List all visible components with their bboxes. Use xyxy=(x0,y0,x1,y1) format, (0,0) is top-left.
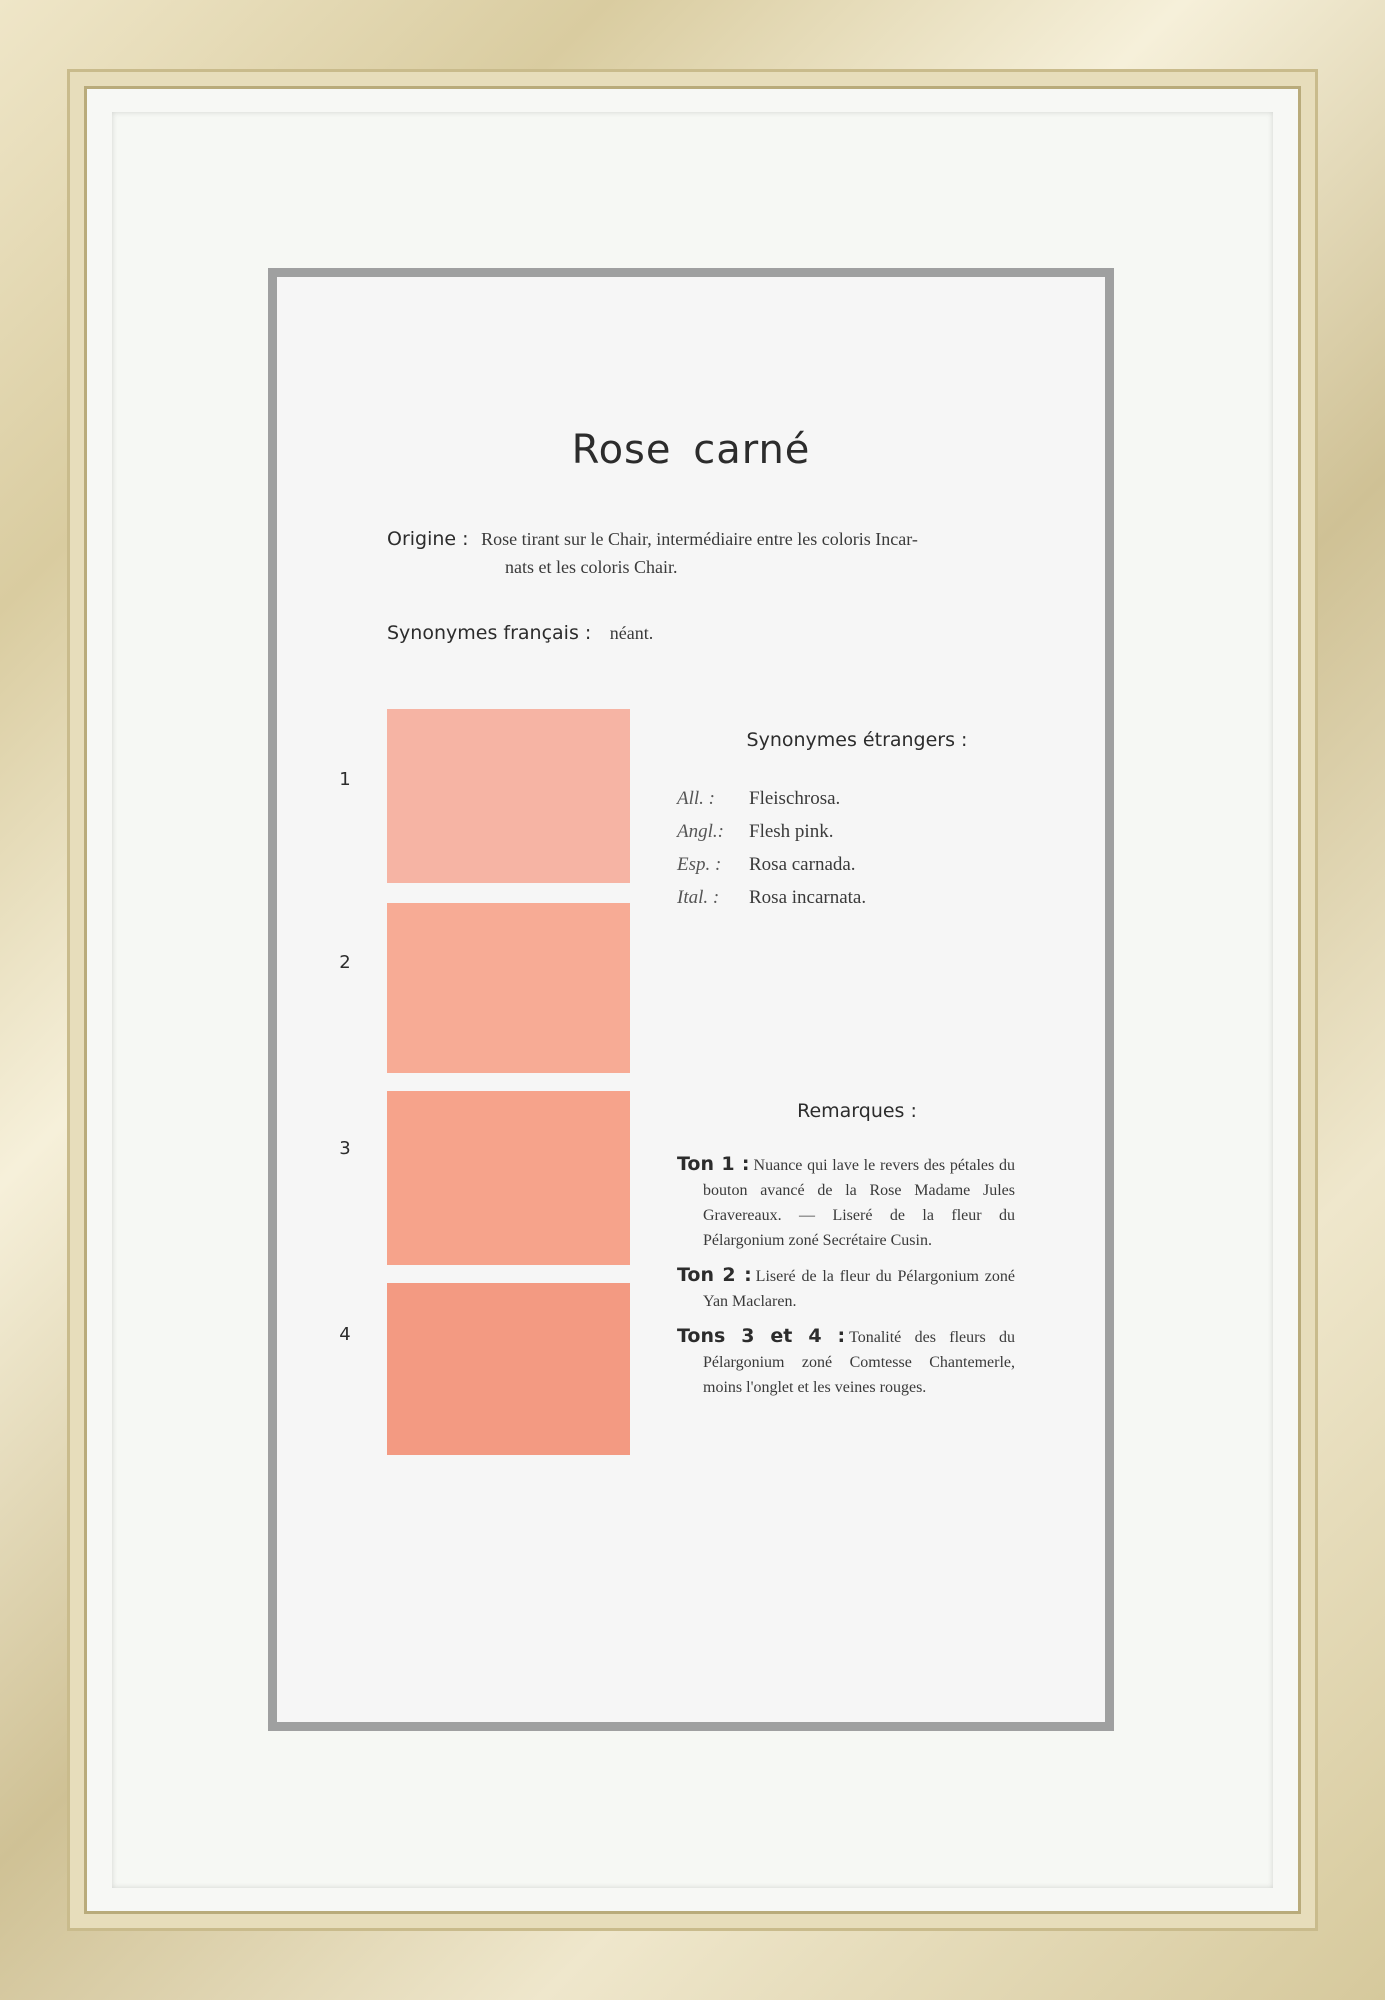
synonymes-francais xyxy=(387,622,653,644)
remark-text: Liseré de la fleur du Pélargonium zoné Yan Maclaren. xyxy=(703,1268,1015,1310)
swatch-number-1: 1 xyxy=(339,769,351,790)
remark-label: Tons 3 et 4 : xyxy=(677,1325,846,1347)
remarques-list xyxy=(677,1152,1015,1410)
page-title: Rose carné xyxy=(571,427,811,473)
remark-label: Ton 2 : xyxy=(677,1264,752,1286)
swatch-number-3: 3 xyxy=(339,1138,351,1159)
lang-abbrev: All. : xyxy=(677,788,715,809)
remarques-title: Remarques : xyxy=(797,1100,917,1122)
remark-ton-2 xyxy=(677,1263,1015,1314)
lang-abbrev: Angl.: xyxy=(677,821,724,842)
synonymes-francais-label: Synonymes français : xyxy=(387,622,592,644)
color-swatch-3 xyxy=(387,1091,630,1265)
remark-text: Tonalité des fleurs du Pélargonium zoné Comtesse Chantemerle, moins l'onglet et les veines rouges. xyxy=(703,1329,1015,1396)
page xyxy=(277,277,1105,1722)
synonymes-etrangers-title: Synonymes étrangers : xyxy=(746,729,968,751)
color-swatch-4 xyxy=(387,1283,630,1455)
list-item xyxy=(677,848,866,881)
synonym-value: Flesh pink. xyxy=(749,821,834,842)
remark-tons-3-4 xyxy=(677,1324,1015,1400)
color-swatch-1 xyxy=(387,709,630,883)
swatch-number-2: 2 xyxy=(339,952,351,973)
color-swatch-2 xyxy=(387,903,630,1073)
synonym-value: Rosa carnada. xyxy=(749,854,856,875)
synonym-value: Fleischrosa. xyxy=(749,788,841,809)
remark-text: Nuance qui lave le revers des pétales du bouton avancé de la Rose Madame Jules Gravereaux. — Liseré de la fleur du Pélargonium zoné Secrétaire Cusin. xyxy=(703,1157,1015,1249)
foreign-synonyms-list xyxy=(677,782,866,914)
remark-label: Ton 1 : xyxy=(677,1153,750,1175)
origine-text-line1: Rose tirant sur le Chair, intermédiaire entre les coloris Incar- xyxy=(481,529,918,549)
origine-label: Origine : xyxy=(387,528,469,550)
print-sheet xyxy=(268,268,1114,1731)
lang-abbrev: Esp. : xyxy=(677,854,722,875)
list-item xyxy=(677,782,866,815)
swatch-number-4: 4 xyxy=(339,1324,351,1345)
list-item xyxy=(677,881,866,914)
remark-ton-1 xyxy=(677,1152,1015,1253)
list-item xyxy=(677,815,866,848)
lang-abbrev: Ital. : xyxy=(677,887,720,908)
origine-section xyxy=(387,525,1027,581)
synonym-value: Rosa incarnata. xyxy=(749,887,867,908)
origine-text-line2: nats et les coloris Chair. xyxy=(505,557,678,577)
synonymes-francais-value: néant. xyxy=(609,623,654,643)
